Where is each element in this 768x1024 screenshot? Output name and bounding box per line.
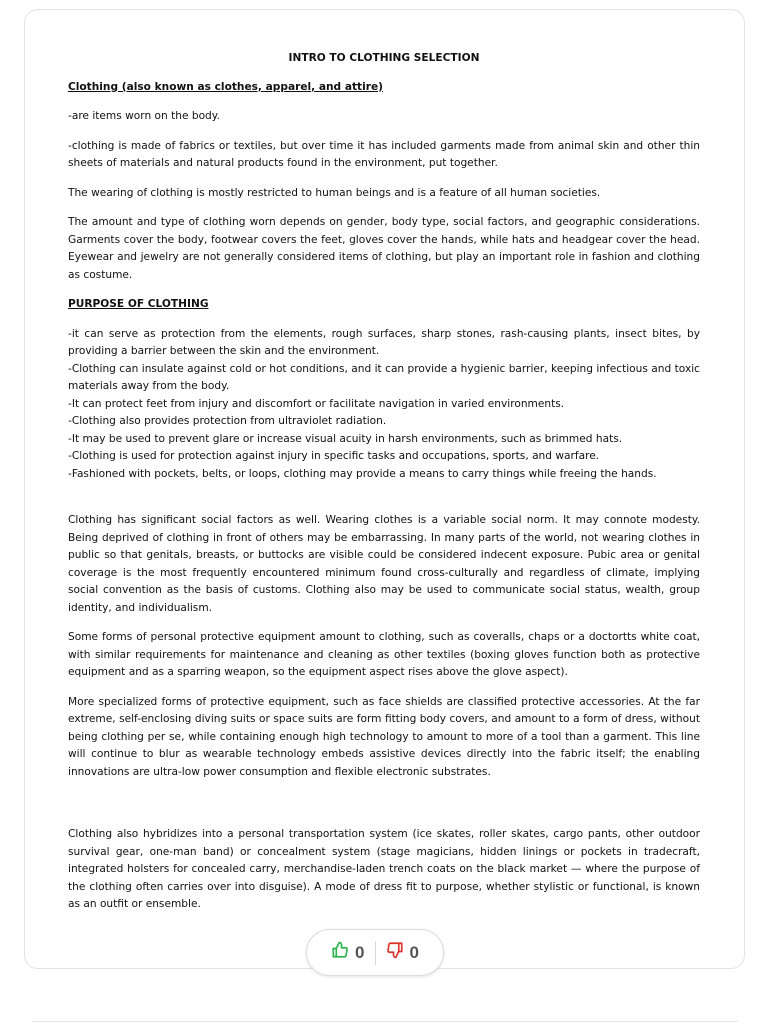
upvote-button[interactable] <box>321 941 374 964</box>
spacer <box>68 793 700 826</box>
downvote-button[interactable] <box>376 941 429 964</box>
paragraph: Clothing also hybridizes into a personal transportation system (ice skates, roller skates, cargo pants, other outdoor survival gear, one-man band) or concealment system (stage magicians, hidden linings or pockets in tradecraft, integrated holsters for concealed carry, merchandise-laden trench coats on the black market — where the purpose of the clothing often carries over into disguise). A mode of dress fit to purpose, whether stylistic or functional, is known as an outfit or ensemble. <box>68 828 700 910</box>
thumbs-down-icon <box>386 941 404 964</box>
purpose-item: -Fashioned with pockets, belts, or loops, clothing may provide a means to carry things while freeing the hands. <box>68 467 657 480</box>
paragraph: The amount and type of clothing worn depends on gender, body type, social factors, and geographic considerations. Garments cover the body, footwear covers the feet, gloves cover the hands, while hats and headgear cover the head. Eyewear and jewelry are not generally considered items of clothing, but play an important role in fashion and clothing as costume. <box>68 216 700 281</box>
purpose-list <box>68 326 700 484</box>
downvote-count: 0 <box>409 942 419 962</box>
purpose-item: -Clothing can insulate against cold or hot conditions, and it can provide a hygienic barrier, keeping infectious and toxic materials away from the body. <box>68 362 700 392</box>
paragraph: Some forms of personal protective equipment amount to clothing, such as coveralls, chaps or a doctortts white coat, with similar requirements for maintenance and cleaning as other textiles (boxing gloves function both as protective equipment and as a sparring weapon, so the equipment aspect rises above the glove aspect). <box>68 631 700 678</box>
document-title: INTRO TO CLOTHING SELECTION <box>288 52 480 64</box>
purpose-item: -Clothing is used for protection against injury in specific tasks and occupations, sports, and warfare. <box>68 450 600 462</box>
document-body <box>68 46 700 926</box>
upvote-count: 0 <box>355 942 365 962</box>
paragraph: More specialized forms of protective equipment, such as face shields are classified protective accessories. At the far extreme, self-enclosing diving suits or space suits are form fitting body covers, and amount to a form of dress, without being clothing per se, while containing enough high technology to amount to more of a tool than a garment. This line will continue to blur as wearable technology embeds assistive devices directly into the fabric itself; the enabling innovations are ultra-low power consumption and flexible electronic substrates. <box>68 695 700 778</box>
thumbs-up-icon <box>331 941 349 964</box>
paragraph: Clothing has significant social factors as well. Wearing clothes is a variable social norm. It may connote modesty. Being deprived of clothing in front of others may be embarrassing. In many parts of the world, not wearing clothes in public so that genitals, breasts, or buttocks are visible could be considered indecent exposure. Pubic area or genital coverage is the most frequently encountered minimum found cross-culturally and regardless of climate, implying social convention as the basis of customs. Clothing also may be used to communicate social status, wealth, group identity, and individualism. <box>68 514 700 614</box>
paragraph: The wearing of clothing is mostly restricted to human beings and is a feature of all human societies. <box>68 186 601 199</box>
definition-heading: Clothing (also known as clothes, apparel, and attire) <box>68 80 383 93</box>
spacer <box>68 495 700 512</box>
divider <box>32 1021 738 1022</box>
purpose-item: -It can protect feet from injury and discomfort or facilitate navigation in varied environments. <box>68 397 565 410</box>
paragraph: -are items worn on the body. <box>68 110 220 122</box>
paragraph: -clothing is made of fabrics or textiles, but over time it has included garments made from animal skin and other thin sheets of materials and natural products found in the environment, put together. <box>68 139 700 169</box>
purpose-item: -Clothing also provides protection from ultraviolet radiation. <box>68 415 387 427</box>
purpose-heading: PURPOSE OF CLOTHING <box>68 298 209 310</box>
purpose-item: -It may be used to prevent glare or increase visual acuity in harsh environments, such as brimmed hats. <box>68 432 623 445</box>
vote-bar <box>306 929 444 976</box>
purpose-item: -it can serve as protection from the elements, rough surfaces, sharp stones, rash-causing plants, insect bites, by providing a barrier between the skin and the environment. <box>68 327 700 357</box>
